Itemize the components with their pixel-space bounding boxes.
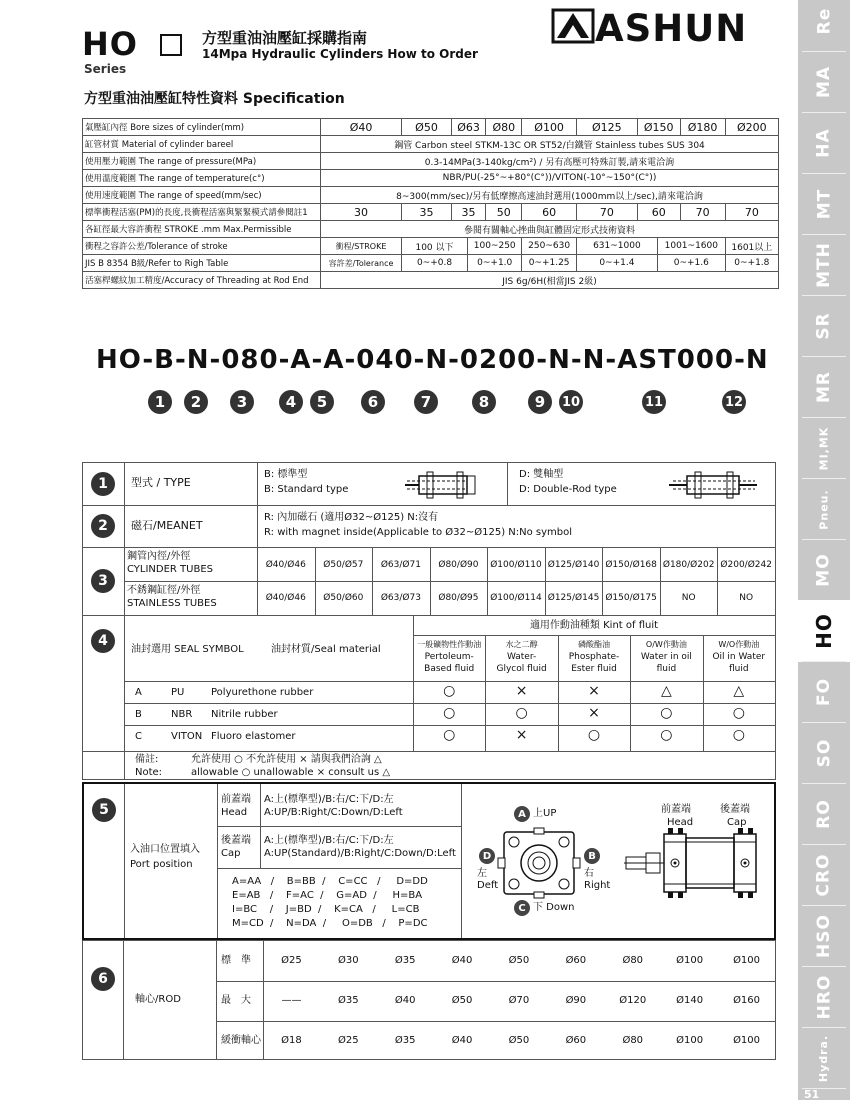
rod-label: 軸心/ROD [135,994,181,1005]
table-row [83,170,779,187]
code-seg: 080 [221,345,279,375]
row-label: 標準衝程活塞(PM)的長度,長衝程活塞與緊緊模式請參閱註1 [83,204,321,221]
stroke-cell: 70 [725,204,778,221]
seal-code: A [135,687,142,698]
code-number-9: 9 [528,390,552,414]
port-b-marker: B [584,848,600,864]
sidebar-tab-label: HO [812,613,836,649]
sidebar-tab-label: MI,MK [817,426,831,470]
stroke-cell: 35 [451,204,485,221]
compat-mark: ○ [732,705,745,721]
sidebar-tab-hro[interactable] [798,966,850,1028]
port-position-section [82,782,776,940]
cyl-tube-cell: Ø180/Ø202 [662,560,715,570]
sidebar-tab-label: RO [813,799,834,829]
code-seg: N [582,345,606,375]
sidebar-tab-label: Re [814,7,834,35]
table-row [83,255,779,272]
row-value: NBR/PU(-25°~+80°(C°))/VITON(-10°~150°(C°)) [321,170,779,187]
sidebar-tab-label: SR [814,312,834,340]
code-seg: A [290,345,312,375]
stl-tube-cell: Ø80/Ø95 [438,593,479,603]
fluid-name-en: fluid [728,664,749,674]
bore-cell: Ø80 [486,119,522,136]
stl-tube-cell: Ø40/Ø46 [265,593,306,603]
rod-cell: Ø100 [676,955,704,966]
fluid-name-zh: W/O作動油 [718,640,760,649]
stl-tube-cell: Ø100/Ø114 [490,593,542,603]
note-label-zh: 備註: [135,754,159,765]
cyl-tube-cell: Ø80/Ø90 [438,560,479,570]
stroke-cell: 35 [402,204,452,221]
fluid-name-zh: 一般礦物性作動油 [417,640,482,649]
row-label: JIS B 8354 B級/Refer to Righ Table [83,255,321,272]
table-row [83,238,779,255]
sidebar-tab-label: Hydra. [817,1034,831,1082]
head-label-en: Head [221,807,248,818]
sub-label: 衝程/STROKE [321,238,402,255]
stl-tube-label-en: STAINLESS TUBES [127,598,217,609]
sidebar-tab-mo[interactable] [798,539,850,601]
tol-cell: 1601以上 [725,238,778,255]
series-code: HO [82,25,138,63]
row-label: 使用壓力範圍 The range of pressure(MPa) [83,153,321,170]
stl-tube-cell: NO [739,593,754,603]
table-row [83,272,779,289]
code-number-12: 12 [722,390,746,414]
fluid-name-en: Phosphate- [568,652,620,662]
rod-cell: Ø70 [508,995,530,1006]
sidebar-tab-label: MO [814,553,834,587]
compat-mark: △ [733,683,745,699]
seal-name: Nitrile rubber [211,709,278,720]
spec-title: 方型重油油壓缸特性資料 Specification [84,91,345,107]
sidebar-tab-cro[interactable] [798,844,850,906]
rod-cell: Ø160 [733,995,761,1006]
tol-cell: 250~630 [522,238,576,255]
sidebar-tab-mimk[interactable] [798,417,850,479]
rod-section [82,940,776,1060]
sidebar-tab-fo[interactable] [798,661,850,723]
table-row [83,153,779,170]
port-label-en: Port position [130,859,193,870]
compat-mark: ○ [443,683,456,699]
fluid-name-zh: 水之二醇 [505,640,538,649]
rod-cell: Ø60 [565,1035,587,1046]
tol-cell: 0~+0.8 [402,255,468,272]
fig-head-zh: 前蓋端 [661,804,691,815]
combo-line: I=BC / J=BD / K=CA / L=CB [232,904,420,915]
cap-label-en: Cap [221,848,241,859]
divider [717,547,718,615]
sidebar-tab-hso[interactable] [798,905,850,967]
divider [372,547,373,615]
type-d-en: D: Double-Rod type [519,484,617,495]
sidebar-tab-label: Pneu. [817,488,831,530]
code-seg: B [154,345,175,375]
magnet-line-1: R: 內加磁石 (適用Ø32~Ø125) N:沒有 [264,512,439,523]
row-label: 衝程之容許公差/Tolerance of stroke [83,238,321,255]
type-d-zh: D: 雙軸型 [519,469,564,480]
code-seg: 040 [356,345,414,375]
code-number-4: 4 [279,390,303,414]
stroke-cell: 50 [486,204,522,221]
rod-cell: Ø40 [451,955,473,966]
code-number-2: 2 [184,390,208,414]
page-number: 51 [804,1088,820,1101]
sidebar-tab-label: MR [813,370,834,404]
divider [487,547,488,615]
seal-name: Polyurethone rubber [211,687,314,698]
stroke-cell: 60 [522,204,576,221]
divider [660,547,661,615]
rod-cell: Ø35 [394,1035,416,1046]
sidebar-tab-ma[interactable] [798,51,850,113]
rod-cell: Ø25 [281,955,302,966]
divider [430,547,431,615]
sidebar-tab-ho[interactable] [798,600,850,662]
stl-tube-cell: Ø150/Ø175 [605,593,657,603]
row-label: 各缸徑最大容許衝程 STROKE .mm Max.Permissible [83,221,321,238]
row-label: 使用溫度範圍 The range of temperature(c°) [83,170,321,187]
sidebar-tab-label: FO [813,677,834,707]
spec-table [82,118,779,289]
row-value: 0.3-14MPa(3-140kg/cm²) / 另有高壓可特殊訂製,請來電洽詢 [321,153,779,170]
dir-down-label: 下 Down [533,902,575,913]
rod-cell: Ø80 [622,1035,644,1046]
stl-tube-label-zh: 不銹鋼缸徑/外徑 [127,585,201,596]
bore-cell: Ø63 [451,119,485,136]
sidebar-tab-label: MA [813,65,834,99]
rod-cell: Ø80 [622,955,644,966]
rod-cell: Ø18 [281,1035,302,1046]
seal-code: C [135,731,142,742]
tol-cell: 0~+1.4 [576,255,657,272]
fluid-name-zh: O/W作動油 [645,640,687,649]
tol-cell: 0~+1.8 [725,255,778,272]
code-seg: 0200 [459,345,537,375]
bore-cell: Ø200 [725,119,778,136]
tol-cell: 1001~1600 [657,238,725,255]
tol-cell: 631~1000 [576,238,657,255]
brand-logo [553,7,753,50]
cap-line-1: A:上(標準型)/B:右/C:下/D:左 [264,835,394,846]
rod-row-name: 標 準 [221,955,251,966]
cyl-tube-cell: Ø100/Ø110 [490,560,542,570]
sidebar-tab-label: SO [813,738,834,768]
sidebar-tab-label: HA [813,128,834,158]
port-c-marker: C [514,900,530,916]
tol-cell: 0~+1.6 [657,255,725,272]
sidebar-tab-mt[interactable] [798,173,850,235]
rod-cell: Ø50 [508,1035,530,1046]
rod-cell: Ø140 [676,995,704,1006]
rod-cell: Ø100 [733,1035,761,1046]
dir-left-zh: 左 [477,868,487,879]
series-label: Series [84,62,127,76]
rod-cell: Ø30 [338,955,359,966]
sub-label: 容許差/Tolerance [321,255,402,272]
category-sidebar [798,0,863,1100]
rod-cell: Ø35 [338,995,359,1006]
tol-cell: 0~+1.25 [522,255,576,272]
cyl-tube-cell: Ø150/Ø168 [605,560,657,570]
row-value: 參閱有關軸心挫曲與缸體固定形式技術資料 [321,221,779,238]
sidebar-tab-so[interactable] [798,722,850,784]
compat-mark: × [515,727,528,743]
combo-line: A=AA / B=BB / C=CC / D=DD [232,876,428,887]
compat-mark: × [588,705,600,721]
order-code: HO-B-N-080-A-A-040-N-0200-N-N-AST000-N [96,345,769,375]
bore-cell: Ø180 [680,119,725,136]
fluid-name-en: Oil in Water [712,652,766,662]
code-seg: N [186,345,210,375]
end-view-icon [498,828,580,898]
seal-material: PU [171,687,185,698]
double-rod-cylinder-icon [669,471,759,499]
code-number-5: 5 [310,390,334,414]
row-label: 缸管材質 Material of cylinder bareel [83,136,321,153]
divider [257,547,258,615]
single-rod-cylinder-icon [405,471,487,499]
fluid-title: 適用作動油種類 Kint of fluit [529,620,659,631]
combo-line: M=CD / N=DA / O=DB / P=DC [232,918,428,929]
stl-tube-cell: Ø50/Ø60 [323,593,364,603]
dir-right-zh: 右 [584,868,594,879]
sidebar-tab-label: MTH [814,242,834,288]
cyl-tube-cell: Ø63/Ø71 [380,560,421,570]
section-number-4: 4 [91,629,115,653]
divider [602,547,603,615]
stroke-cell: 70 [680,204,725,221]
sidebar-tab-mth[interactable] [798,234,850,296]
code-seg: N [745,345,769,375]
divider [545,547,546,615]
cyl-tube-cell: Ø50/Ø57 [323,560,364,570]
rod-cell: Ø60 [565,955,587,966]
fluid-name-en: Pertoleum- [424,652,474,662]
compat-mark: ○ [443,727,456,743]
sidebar-tab-pneu[interactable] [798,477,863,541]
dir-right-en: Right [584,880,611,891]
cyl-tube-cell: Ø125/Ø140 [547,560,600,570]
section-number-3: 3 [91,569,115,593]
row-label: 使用速度範圍 The range of speed(mm/sec) [83,187,321,204]
compat-mark: × [515,683,528,699]
cyl-tube-label-en: CYLINDER TUBES [127,564,214,575]
seal-material-label: 油封材質/Seal material [271,644,381,655]
side-view-cylinder-icon [624,828,764,898]
sidebar-tab-mr[interactable] [798,356,850,418]
row-value: JIS 6g/6H(相當JIS 2級) [321,272,779,289]
code-seg: N [548,345,571,375]
rod-cell: Ø40 [451,1035,473,1046]
row-value: 鋼管 Carbon steel STKM-13C OR ST52/白鐵管 Stainless tubes SUS 304 [321,136,779,153]
sidebar-tab-label: CRO [814,853,834,897]
compat-mark: ○ [660,705,673,721]
table-row [83,221,779,238]
fluid-name-en: Based fluid [424,664,475,674]
page-title-en: 14Mpa Hydraulic Cylinders How to Order [202,47,478,61]
code-number-3: 3 [230,390,254,414]
section-number-6: 6 [91,967,115,991]
section-number-2: 2 [91,514,115,538]
compat-mark: △ [661,683,672,699]
note-zh: 允許使用 ○ 不允許使用 × 請與我們洽詢 △ [191,754,382,765]
rod-cell: Ø100 [676,1035,704,1046]
rod-row-name: 最 大 [221,995,251,1006]
cap-line-2: A:UP(Standard)/B:Right/C:Down/D:Left [264,848,456,859]
type-label: 型式 / TYPE [131,476,191,489]
sidebar-tab-sr[interactable] [798,295,850,357]
fluid-name-en: fluid [656,664,677,674]
fluid-name-en: Water in oil [640,652,692,662]
cyl-tube-cell: Ø40/Ø46 [265,560,306,570]
code-seg: A [323,345,345,375]
fig-cap-zh: 後蓋端 [720,804,750,815]
stl-tube-cell: Ø125/Ø145 [547,593,600,603]
section-number-5: 5 [92,798,116,822]
rod-row-name: 緩衝軸心 [221,1035,261,1046]
bore-cell: Ø125 [576,119,637,136]
seal-material: NBR [171,709,193,720]
rod-cell: Ø40 [394,995,416,1006]
compat-mark: ○ [660,727,673,743]
sidebar-tab-ro[interactable] [798,783,850,845]
tol-cell: 100 以下 [402,238,468,255]
tol-cell: 0~+1.0 [468,255,522,272]
sidebar-tab-sublabel: accessories [853,477,863,541]
table-row [83,204,779,221]
port-label-zh: 入油口位置填入 [130,844,200,855]
stroke-cell: 70 [576,204,637,221]
cyl-tube-label-zh: 鋼管內徑/外徑 [127,551,191,562]
rod-cell: Ø50 [451,995,473,1006]
sidebar-tab-sublabel: accessories [853,1026,863,1090]
section-number-1: 1 [91,472,115,496]
table-row [83,187,779,204]
fig-head-en: Head [667,817,694,828]
rod-cell: Ø120 [619,995,647,1006]
compat-mark: ○ [443,705,456,721]
rod-cell: —— [281,995,302,1006]
code-number-6: 6 [361,390,385,414]
order-options-table [82,462,776,780]
table-row [83,119,779,136]
type-b-en: B: Standard type [264,484,349,495]
sidebar-tab-label: HRO [814,974,834,1020]
cyl-tube-cell: Ø200/Ø242 [720,560,772,570]
fig-cap-en: Cap [727,817,747,828]
row-value: 8~300(mm/sec)/另有低摩擦高速油封選用(1000mm以上/sec),請來電洽詢 [321,187,779,204]
type-b-zh: B: 標準型 [264,469,308,480]
fluid-name-zh: 磷酸酯油 [577,640,610,649]
dir-left-en: Deft [477,880,499,891]
stl-tube-cell: NO [681,593,696,603]
port-a-marker: A [514,806,530,822]
seal-code: B [135,709,142,720]
rod-cell: Ø25 [338,1035,359,1046]
compat-mark: ○ [732,727,745,743]
stroke-cell: 30 [321,204,402,221]
bore-cell: Ø40 [321,119,402,136]
brand-name: ASHUN [595,7,748,50]
checkbox-icon [160,34,182,56]
magnet-line-2: R: with magnet inside(Applicable to Ø32~Ø125) N:No symbol [264,527,573,538]
fluid-name-en: Water- [506,652,537,662]
stroke-cell: 60 [637,204,680,221]
divider [315,547,316,615]
code-number-8: 8 [472,390,496,414]
bore-cell: Ø150 [637,119,680,136]
row-label: 氣壓缸內徑 Bore sizes of cylinder(mm) [83,119,321,136]
dir-up-label: 上UP [533,808,557,819]
tol-cell: 100~250 [468,238,522,255]
stl-tube-cell: Ø63/Ø73 [380,593,421,603]
rod-cell: Ø90 [565,995,587,1006]
sidebar-tab-label: MT [813,188,834,220]
bore-cell: Ø100 [522,119,576,136]
code-number-11: 11 [642,390,666,414]
fluid-name-en: Ester fluid [571,664,617,674]
note-label-en: Note: [135,767,163,778]
compat-mark: × [588,683,600,699]
fluid-name-en: Glycol fluid [496,664,547,674]
sidebar-tab-label: HSO [814,914,834,958]
page-title-zh: 方型重油油壓缸採購指南 [202,29,368,47]
cap-label-zh: 後蓋端 [221,835,251,846]
code-seg: AST000 [617,345,735,375]
compat-mark: ○ [587,727,601,743]
combo-line: E=AB / F=AC / G=AD / H=BA [232,890,423,901]
row-label: 活塞桿螺紋加工精度/Accuracy of Threading at Rod End [83,272,321,289]
code-seg: HO [96,345,143,375]
port-d-marker: D [479,848,495,864]
rod-cell: Ø100 [733,955,761,966]
rod-cell: Ø50 [508,955,530,966]
table-row [83,136,779,153]
head-label-zh: 前蓋端 [221,794,251,805]
code-number-7: 7 [414,390,438,414]
sidebar-tab-ha[interactable] [798,112,850,174]
note-en: allowable ○ unallowable × consult us △ [191,767,391,778]
seal-symbol-label: 油封選用 SEAL SYMBOL [131,644,244,655]
bore-cell: Ø50 [402,119,452,136]
sidebar-tab-re[interactable] [798,0,850,52]
magnet-label: 磁石/MEANET [131,519,203,532]
code-number-10: 10 [559,390,583,414]
head-line-2: A:UP/B:Right/C:Down/D:Left [264,807,403,818]
code-number-1: 1 [148,390,172,414]
seal-material: VITON [171,731,203,742]
code-seg: N [425,345,449,375]
sidebar-tab-hydra[interactable] [798,1026,863,1090]
rod-cell: Ø35 [394,955,416,966]
compat-mark: ○ [515,705,528,721]
head-line-1: A:上(標準型)/B:右/C:下/D:左 [264,794,394,805]
seal-name: Fluoro elastomer [211,731,296,742]
